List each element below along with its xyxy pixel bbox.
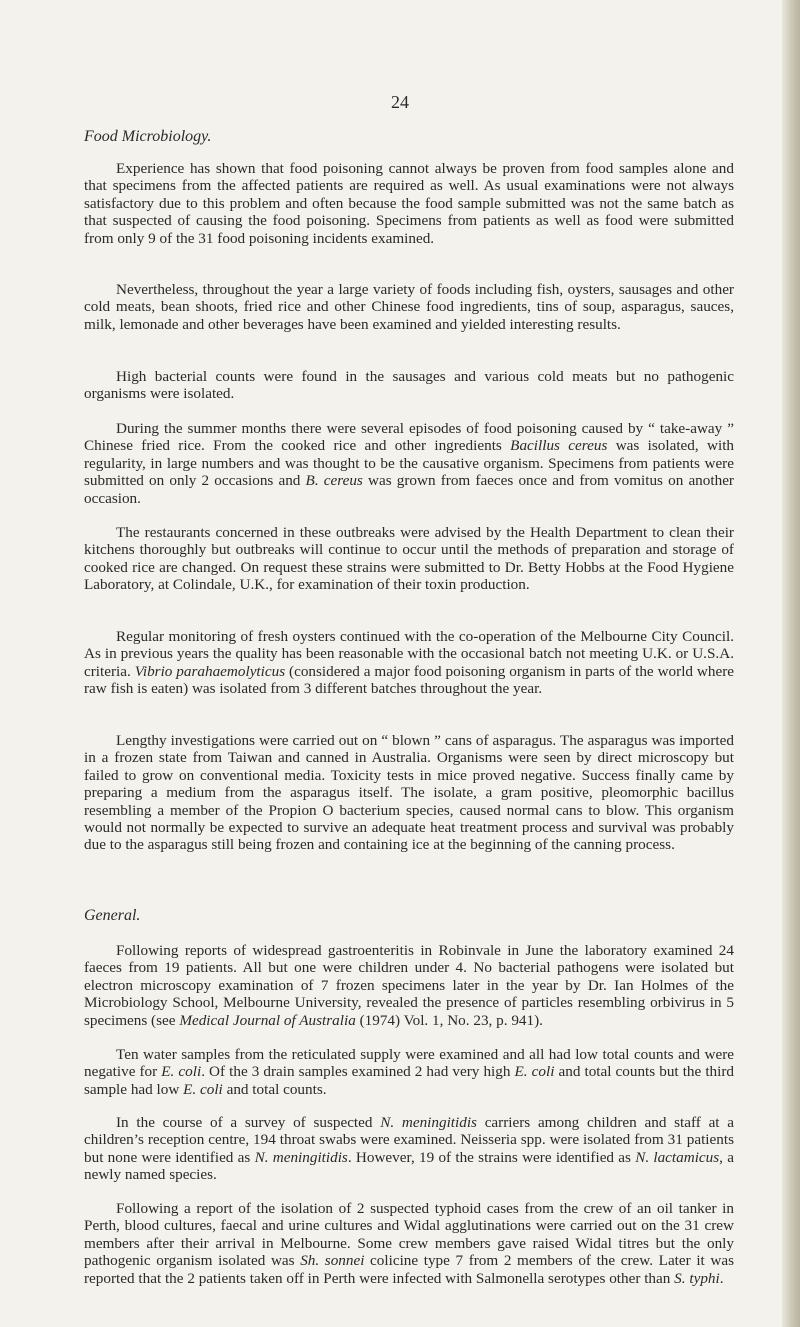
section-heading-food-microbiology: Food Microbiology. [84,128,212,145]
paragraph: Following a report of the isolation of 2 suspected typhoid cases from the crew of an oil tanker in Perth, blood cultures, faecal and urine cultures and Widal agglutinations were carried out on the 31 crew members after their arrival in Melbourne. Some crew members gave raised Widal titres but the only pathogenic organism isolated was Sh. sonnei colicine type 7 from 2 members of the crew. Later it was reported that the 2 patients taken off in Perth were infected with Salmonella serotypes other than S. typhi. [84,1200,734,1287]
paragraph: Regular monitoring of fresh oysters continued with the co-operation of the Melbourne City Council. As in previous years the quality has been reasonable with the occasional batch not meeting U.K. or U.S.A. criteria. Vibrio parahaemolyticus (considered a major food poisoning organism in parts of the world where raw fish is eaten) was isolated from 3 different batches throughout the year. [84,628,735,698]
paragraph: During the summer months there were several episodes of food poisoning caused by “ take-away ” Chinese fried rice. From the cooked rice and other ingredients Bacillus cereus was isolated, with regularity, in large numbers and was thought to be the causative organism. Specimens from patients were submitted on only 2 occasions and B. cereus was grown from faeces once and from vomitus on another occasion. [84,420,735,507]
paragraph: The restaurants concerned in these outbreaks were advised by the Health Department to clean their kitchens thoroughly but outbreaks will continue to occur until the methods of preparation and storage of cooked rice are changed. On request these strains were submitted to Dr. Betty Hobbs at the Food Hygiene Laboratory, at Colindale, U.K., for examination of their toxin production. [84,524,734,594]
paragraph: Nevertheless, throughout the year a large variety of foods including fish, oysters, sausages and other cold meats, bean shoots, fried rice and other Chinese food ingredients, tins of soup, asparagus, sauces, milk, lemonade and other beverages have been examined and yielded interesting results. [84,281,734,333]
paragraph: High bacterial counts were found in the sausages and various cold meats but no pathogenic organisms were isolated. [84,368,734,403]
paragraph: Ten water samples from the reticulated supply were examined and all had low total counts and were negative for E. coli. Of the 3 drain samples examined 2 had very high E. coli and total counts but the third sample had low E. coli and total counts. [84,1046,735,1098]
paragraph: In the course of a survey of suspected N. meningitidis carriers among children and staff at a children’s reception centre, 194 throat swabs were examined. Neisseria spp. were isolated from 31 patients but none were identified as N. meningitidis. However, 19 of the strains were identified as N. lactamicus, a newly named species. [84,1114,734,1184]
paragraph: Lengthy investigations were carried out on “ blown ” cans of asparagus. The asparagus was imported in a frozen state from Taiwan and canned in Australia. Organisms were seen by direct microscopy but failed to grow on conventional media. Toxicity tests in mice proved negative. Success finally came by preparing a medium from the asparagus itself. The isolate, a gram positive, pleomorphic bacillus resembling a member of the Propion O bacterium species, caused normal cans to blow. This organism would not normally be expected to survive an adequate heat treatment process and survival was probably due to the asparagus still being frozen and containing ice at the beginning of the canning process. [84,732,734,854]
page-number: 24 [391,92,409,112]
page-edge-shadow [782,0,800,1327]
paragraph: Experience has shown that food poisoning cannot always be proven from food samples alone and that specimens from the affected patients are required as well. As usual examinations were not always satisfactory due to this problem and often because the food sample submitted was not the same batch as that suspected of causing the food poisoning. Specimens from patients as well as food were submitted from only 9 of the 31 food poisoning incidents examined. [84,160,734,247]
paragraph: Following reports of widespread gastroenteritis in Robinvale in June the laboratory examined 24 faeces from 19 patients. All but one were children under 4. No bacterial pathogens were isolated but electron microscopy examination of 7 frozen specimens later in the year by Dr. Ian Holmes of the Microbiology School, Melbourne University, revealed the presence of particles resembling orbivirus in 5 specimens (see Medical Journal of Australia (1974) Vol. 1, No. 23, p. 941). [84,942,734,1029]
section-heading-general: General. [84,907,141,924]
